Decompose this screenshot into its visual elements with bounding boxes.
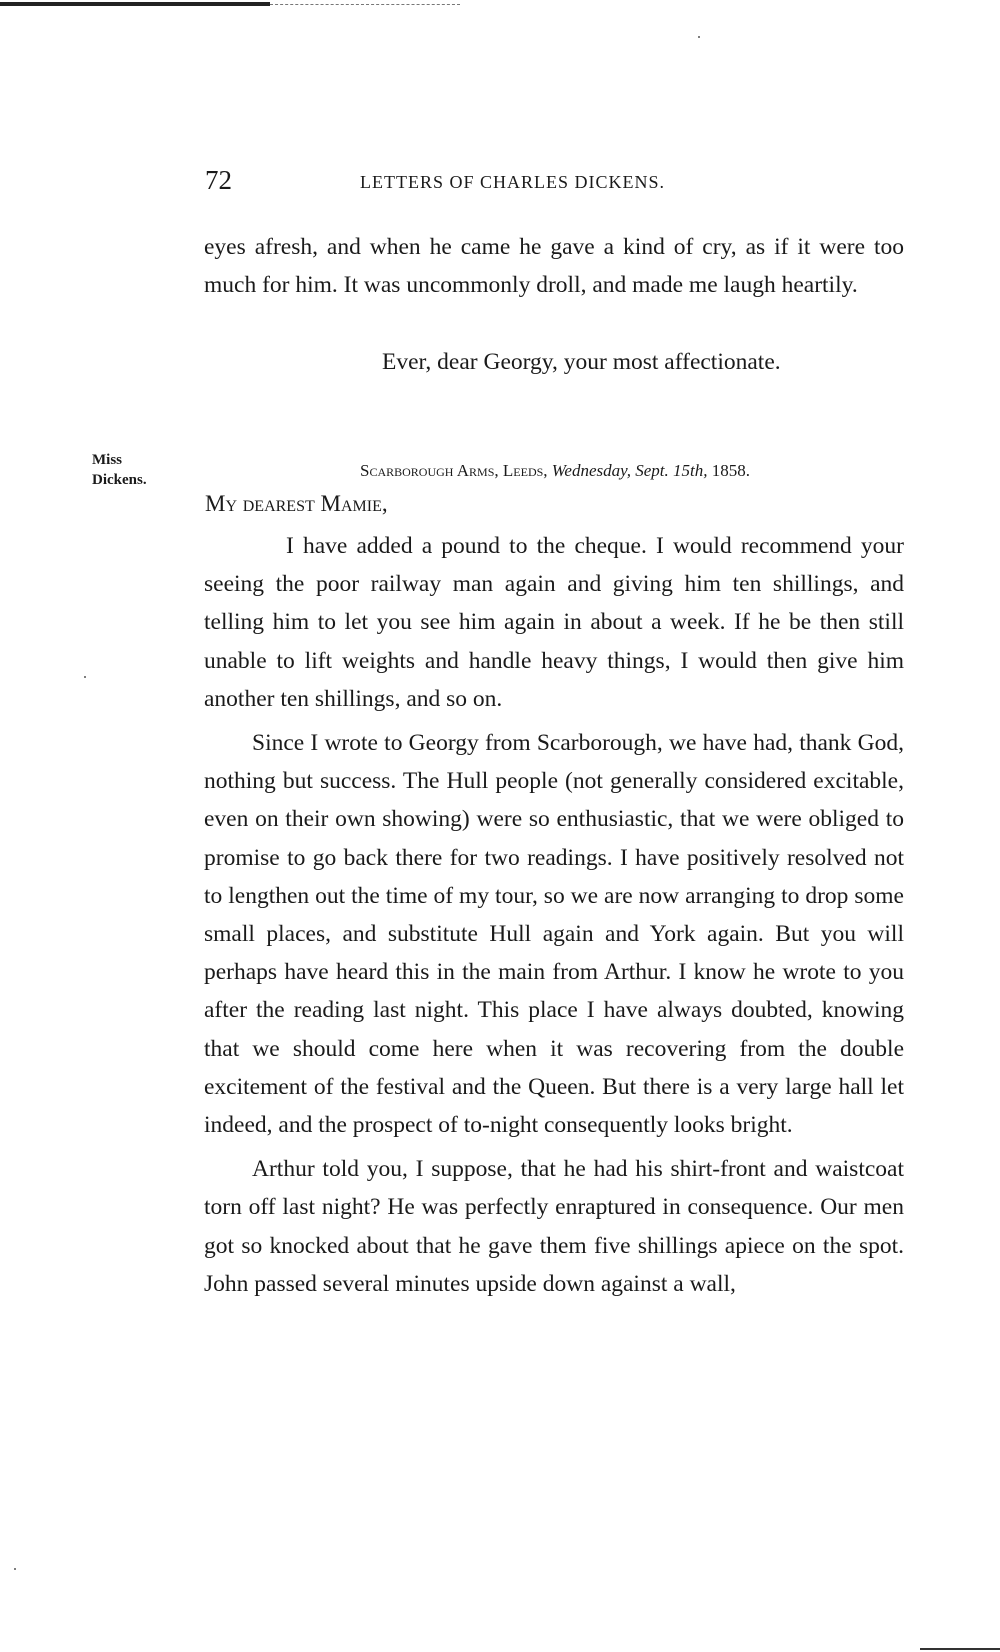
scan-edge-rule-faint	[270, 4, 460, 6]
letter-paragraph: Since I wrote to Georgy from Scarborough, we have had, thank God, nothing but success. The Hull people (not generally considered excitable, even on their own showing) were so enthusiastic, that we were obliged to promise to go back there for two readings. I have positively resolved not to lengthen out the time of my tour, so we are now arranging to drop some small places, and substitute Hull again and York again. But you will perhaps have heard this in the main from Arthur. I know he wrote to you after the reading last night. This place I have always doubted, knowing that we should come here when it was recovering from the double excitement of the festival and the Queen. But there is a very large hall let indeed, and the prospect of to-night consequently looks bright.	[204, 730, 904, 1139]
letter-paragraph: I have added a pound to the cheque. I would recommend your seeing the poor railway man again and giving him ten shillings, and telling him to let you see him again in about a week. If he be then still unable to lift weights and handle heavy things, I would then give him another ten shillings, and so on.	[204, 533, 904, 712]
letter-body	[204, 527, 904, 1303]
scan-edge-rule-bottom	[920, 1648, 1000, 1650]
scan-speck	[698, 36, 700, 38]
dateline-place: Scarborough Arms, Leeds,	[360, 461, 548, 480]
dateline-year: 1858.	[711, 461, 750, 480]
recipient-name: Dickens.	[92, 472, 147, 488]
previous-letter-signoff: Ever, dear Georgy, your most affectionate.	[382, 349, 781, 375]
previous-letter-ending	[204, 228, 904, 304]
previous-letter-paragraph: eyes afresh, and when he came he gave a kind of cry, as if it were too much for him. It was uncommonly droll, and made me laugh heartily.	[204, 234, 904, 299]
recipient-margin-note	[92, 450, 147, 490]
letter-salutation: My dearest Mamie,	[205, 491, 388, 516]
dateline-day: Wednesday, Sept. 15th,	[551, 461, 708, 480]
scan-speck	[84, 676, 86, 678]
page-number: 72	[205, 165, 232, 195]
letter-paragraph: Arthur told you, I suppose, that he had his shirt-front and waistcoat torn off last night? He was perfectly enraptured in consequence. Our men got so knocked about that he gave them five shillings apiece on the spot. John passed several minutes upside down against a wall,	[204, 1156, 904, 1297]
scan-edge-rule	[0, 2, 270, 6]
recipient-title: Miss	[92, 452, 122, 468]
letter-dateline	[360, 461, 750, 481]
running-title: LETTERS OF CHARLES DICKENS.	[360, 172, 666, 192]
scan-speck	[14, 1568, 16, 1570]
